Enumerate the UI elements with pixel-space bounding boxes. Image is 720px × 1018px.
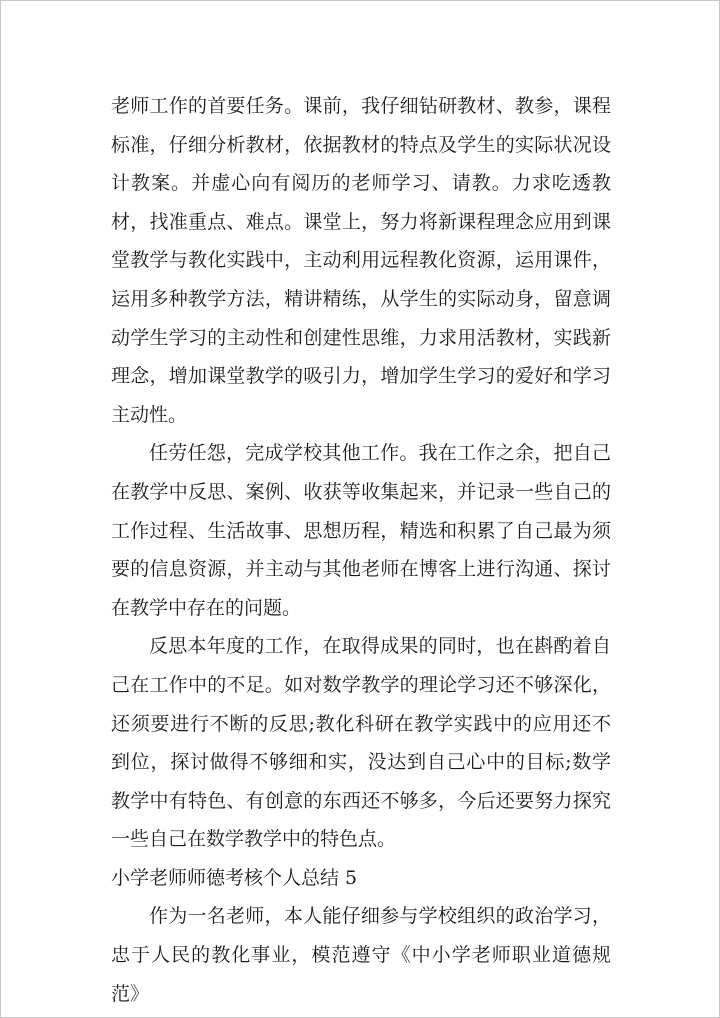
section-heading: 小学老师师德考核个人总结 5 — [111, 866, 358, 889]
document-body — [111, 87, 611, 1013]
paragraph-other-work: 任劳任怨，完成学校其他工作。我在工作之余，把自己在教学中反思、案例、收获等收集起来，并记录一些自己的工作过程、生活故事、思想历程，精选和积累了自己最为须要的信息资源，并主动与其他老师在博客上进行沟通、探讨在教学中存在的问题。 — [111, 442, 611, 619]
paragraph-teaching-preparation: 老师工作的首要任务。课前，我仔细钻研教材、教参，课程标准，仔细分析教材，依据教材的特点及学生的实际状况设计教案。并虚心向有阅历的老师学习、请教。力求吃透教材，找准重点、难点。课堂上，努力将新课程理念应用到课堂教学与教化实践中，主动利用远程教化资源，运用课件，运用多种教学方法，精讲精练，从学生的实际动身，留意调动学生学习的主动性和创建性思维，力求用活教材，实践新理念，增加课堂教学的吸引力，增加学生学习的爱好和学习主动性。 — [111, 95, 611, 426]
paragraph-ethics-intro: 作为一名老师，本人能仔细参与学校组织的政治学习，忠于人民的教化事业，模范遵守《中小学老师职业道德规范》 — [111, 905, 611, 1005]
paragraph-reflection: 反思本年度的工作，在取得成果的同时，也在斟酌着自己在工作中的不足。如对数学教学的理论学习还不够深化，还须要进行不断的反思;教化科研在教学实践中的应用还不到位，探讨做得不够细和实，没达到自己心中的目标;数学教学中有特色、有创意的东西还不够多，今后还要努力探究一些自己在数学教学中的特色点。 — [111, 635, 611, 851]
